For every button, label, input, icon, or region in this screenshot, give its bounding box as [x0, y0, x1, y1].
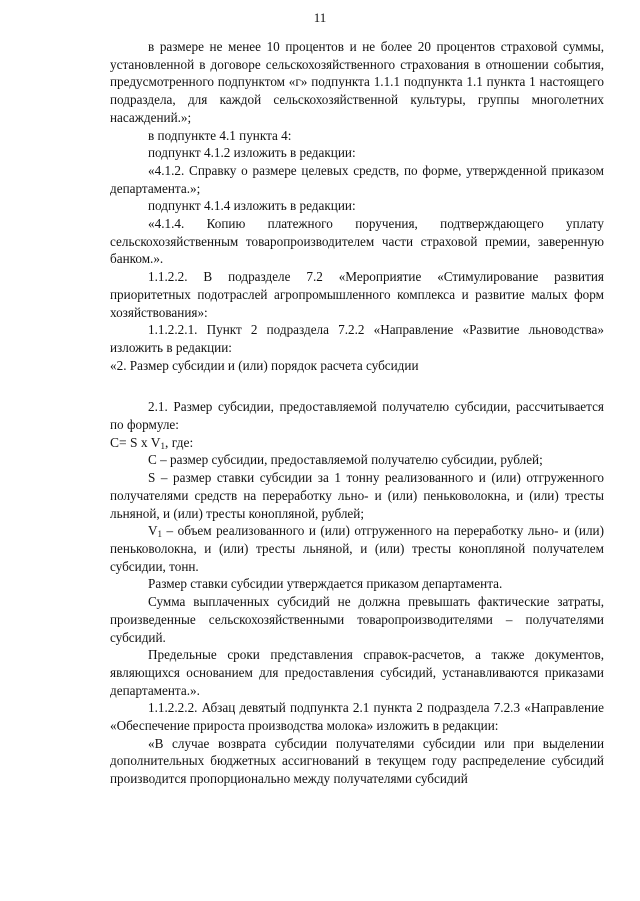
- paragraph-section-7-2-2: 1.1.2.2.1. Пункт 2 подраздела 7.2.2 «Направление «Развитие льноводства» изложить в редакции:: [110, 322, 604, 355]
- paragraph-subpoint-4-1-4-intro: подпункт 4.1.4 изложить в редакции:: [148, 198, 356, 214]
- paragraph-section-7-2-3: 1.1.2.2.2. Абзац девятый подпункта 2.1 пункта 2 подраздела 7.2.3 «Направление «Обеспечение прироста производства молока» изложить в редакции:: [110, 700, 604, 734]
- definition-v-text: – объем реализованного и (или) отгруженного на переработку льно- и (или) пеньковолокна, и (или) тресты льняной, и (или) тресты конопляной получателем субсидии, тонн.: [110, 523, 604, 574]
- paragraph-subsidy-return: «В случае возврата субсидии получателями субсидии или при выделении дополнительных бюджетных ассигнований в текущем году распределение субсидий производится пропорционально между получателями субсидий: [110, 735, 604, 787]
- paragraph-subsidy-limit: Сумма выплаченных субсидий не должна превышать фактические затраты, произведенные сельскохозяйственными товаропроизводителями – получателями субсидий.: [110, 594, 604, 645]
- paragraph-definition-c: С – размер субсидии, предоставляемой получателю субсидии, рублей;: [148, 452, 543, 468]
- formula-tail: , где:: [165, 434, 194, 450]
- formula-main: C= S x V: [110, 434, 161, 450]
- paragraph-section-7-2: 1.1.2.2. В подразделе 7.2 «Мероприятие «Стимулирование развития приоритетных подотраслей агропромышленного комплекса и развитие малых форм хозяйствования»:: [110, 269, 604, 320]
- formula-subscript: 1: [160, 440, 166, 451]
- definition-v-subscript: 1: [157, 529, 163, 540]
- document-body: [110, 38, 604, 788]
- paragraph-subpoint-4-1-2-text: «4.1.2. Справку о размере целевых средств, по форме, утвержденной приказом департамента.»;: [110, 162, 604, 196]
- paragraph-definition-v1: [110, 522, 604, 575]
- definition-v-symbol: V: [148, 523, 158, 539]
- paragraph-deadlines: Предельные сроки представления справок-расчетов, а также документов, являющихся основанием для предоставления субсидий, устанавливаются приказами департамента.».: [110, 647, 604, 698]
- paragraph-subsidy-formula-intro: 2.1. Размер субсидии, предоставляемой получателю субсидии, рассчитывается по формуле:: [110, 399, 604, 433]
- page-number: 11: [313, 10, 327, 25]
- paragraph-subpoint-4-1-4-text: «4.1.4. Копию платежного поручения, подтверждающего уплату сельскохозяйственным товаропроизводителем части страховой премии, заверенную банком.».: [110, 216, 604, 267]
- paragraph-subpoint-4-1-2-intro: подпункт 4.1.2 изложить в редакции:: [148, 145, 356, 161]
- paragraph-definition-s: S – размер ставки субсидии за 1 тонну реализованного и (или) отгруженного получателями средств на переработку льно- и (или) пеньковолокна, и (или) тресты льняной, и (или) тресты конопляной, рублей;: [110, 470, 604, 521]
- subsidy-formula: [110, 434, 604, 452]
- paragraph-subsidy-size-range: в размере не менее 10 процентов и не более 20 процентов страховой суммы, установленной в договоре сельскохозяйственного страхования в отношении события, предусмотренного подпунктом «г» подпункта 1.1.1 подпункта 1.1 пункта 1 настоящего подраздела, для каждой сельскохозяйственной культуры, группы многолетних насаждений.»;: [110, 39, 604, 125]
- paragraph-rate-approval: Размер ставки субсидии утверждается приказом департамента.: [148, 576, 503, 592]
- paragraph-subpoint-4-1: в подпункте 4.1 пункта 4:: [148, 127, 292, 143]
- section-heading-subsidy-calculation: «2. Размер субсидии и (или) порядок расчета субсидии: [110, 357, 419, 373]
